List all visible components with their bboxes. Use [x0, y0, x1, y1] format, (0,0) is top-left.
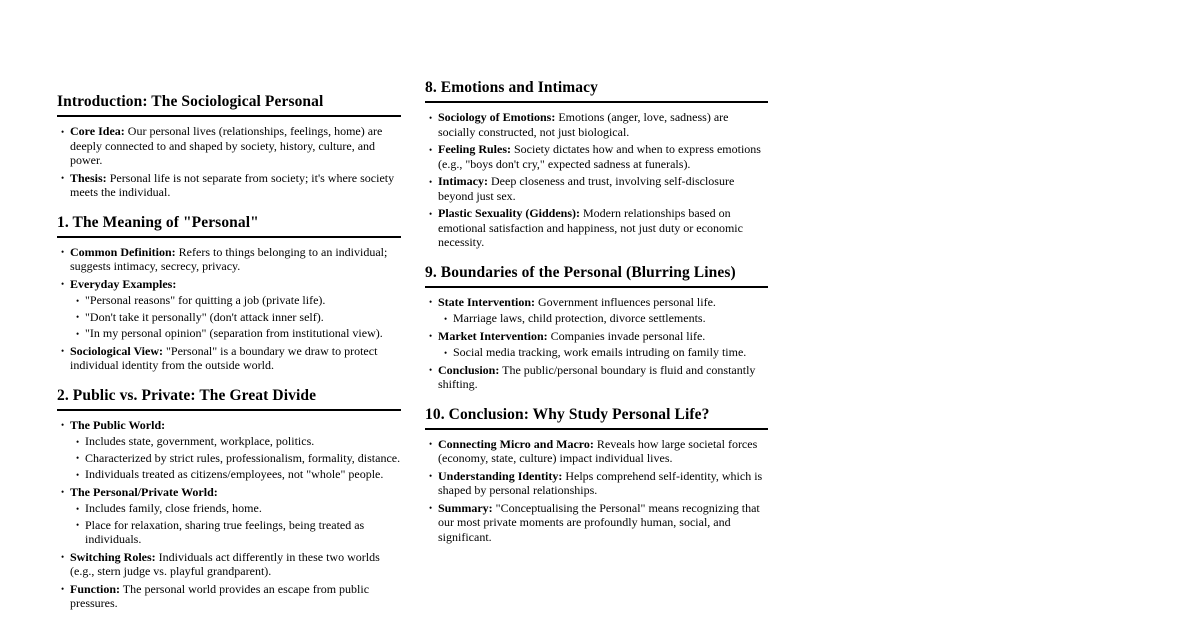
section-heading: 2. Public vs. Private: The Great Divide	[57, 386, 401, 411]
bullet-list	[57, 418, 401, 611]
list-item	[429, 328, 768, 360]
item-text: Modern relationships based on emotional satisfaction and happiness, not just duty or economic necessity.	[438, 206, 743, 249]
item-text: Emotions (anger, love, sadness) are socially constructed, not just biological.	[438, 110, 729, 139]
item-label: Thesis:	[70, 170, 107, 185]
bullet-icon: •	[61, 420, 65, 430]
sub-list-item	[76, 517, 401, 547]
bullet-icon: •	[61, 247, 65, 257]
list-item	[61, 581, 401, 611]
sub-list-item	[76, 501, 401, 516]
sub-list-item	[76, 467, 401, 482]
bullet-icon: •	[444, 313, 448, 324]
bullet-icon: •	[429, 471, 433, 481]
item-label: Plastic Sexuality (Giddens):	[438, 206, 581, 220]
bullet-icon: •	[61, 346, 65, 356]
sub-list-item	[444, 345, 768, 360]
bullet-list	[57, 124, 401, 200]
section	[57, 386, 401, 611]
item-label: Feeling Rules:	[438, 142, 511, 156]
bullet-icon: •	[429, 144, 433, 155]
bullet-icon: •	[76, 328, 80, 339]
item-text: "Conceptualising the Personal" means recognizing that our most private moments are profoundly human, social, and significant.	[438, 500, 760, 544]
section	[57, 213, 401, 373]
bullet-icon: •	[61, 173, 65, 183]
item-label: Summary:	[438, 500, 493, 515]
sub-item-text: Includes state, government, workplace, politics.	[85, 434, 315, 448]
sub-bullet-list	[70, 293, 401, 341]
list-item	[61, 549, 401, 579]
bullet-icon: •	[429, 503, 433, 513]
section-heading: 9. Boundaries of the Personal (Blurring Lines)	[425, 263, 768, 288]
item-label: Conclusion:	[438, 362, 500, 377]
bullet-icon: •	[61, 584, 65, 594]
item-label: The Personal/Private World:	[70, 484, 218, 499]
sub-bullet-list	[70, 501, 401, 547]
sub-bullet-list	[438, 311, 768, 326]
bullet-icon: •	[76, 503, 80, 514]
list-item	[429, 142, 768, 171]
bullet-icon: •	[61, 126, 65, 137]
list-item	[61, 170, 401, 200]
sub-list-item	[76, 309, 401, 325]
item-label: State Intervention:	[438, 294, 535, 309]
sub-list-item	[76, 293, 401, 308]
section-heading: Introduction: The Sociological Personal	[57, 92, 401, 117]
item-text: The personal world provides an escape from public pressures.	[70, 581, 370, 610]
list-item	[61, 244, 401, 274]
item-text: Personal life is not separate from society; it's where society meets the individual.	[70, 170, 395, 199]
bullet-icon: •	[61, 552, 65, 562]
bullet-icon: •	[429, 112, 433, 123]
item-label: Sociological View:	[70, 343, 163, 358]
sub-item-text: Marriage laws, child protection, divorce settlements.	[453, 311, 706, 325]
list-item	[61, 417, 401, 482]
list-item	[429, 174, 768, 203]
list-item	[61, 343, 401, 373]
item-text: The public/personal boundary is fluid and constantly shifting.	[438, 362, 756, 391]
list-item	[429, 206, 768, 250]
bullet-icon: •	[76, 520, 80, 530]
item-text: Companies invade personal life.	[547, 328, 706, 343]
sub-item-text: Characterized by strict rules, professionalism, formality, distance.	[85, 450, 401, 465]
list-item	[61, 124, 401, 168]
sub-bullet-list	[438, 345, 768, 360]
bullet-icon: •	[429, 208, 433, 219]
bullet-icon: •	[429, 331, 433, 341]
sub-item-text: Social media tracking, work emails intruding on family time.	[453, 345, 747, 359]
bullet-icon: •	[61, 487, 65, 497]
item-label: Market Intervention:	[438, 328, 548, 343]
item-label: Intimacy:	[438, 174, 488, 188]
list-item	[429, 294, 768, 326]
section-heading: 8. Emotions and Intimacy	[425, 78, 768, 103]
item-text: Deep closeness and trust, involving self-disclosure beyond just sex.	[438, 174, 735, 203]
item-text: "Personal" is a boundary we draw to protect individual identity from the outside world.	[70, 343, 378, 372]
sub-list-item	[444, 311, 768, 326]
right-column	[425, 78, 768, 547]
bullet-icon: •	[429, 297, 433, 307]
sub-list-item	[76, 434, 401, 449]
item-text: Reveals how large societal forces (economy, state, culture) impact individual lives.	[438, 436, 758, 465]
item-label: Everyday Examples:	[70, 276, 177, 291]
item-label: Sociology of Emotions:	[438, 110, 556, 124]
list-item	[429, 468, 768, 498]
sub-item-text: Includes family, close friends, home.	[85, 501, 262, 515]
bullet-list	[57, 245, 401, 373]
item-text: Our personal lives (relationships, feelings, home) are deeply connected to and shaped by society, history, culture, and power.	[70, 124, 383, 167]
item-text: Government influences personal life.	[534, 294, 716, 309]
item-label: Switching Roles:	[70, 549, 156, 564]
item-label: Common Definition:	[70, 244, 176, 259]
bullet-icon: •	[76, 469, 80, 480]
left-column	[57, 92, 401, 614]
sub-item-text: Individuals treated as citizens/employees, not "whole" people.	[85, 467, 384, 481]
list-item	[429, 110, 768, 139]
item-text: Individuals act differently in these two worlds (e.g., stern judge vs. playful grandparent).	[70, 549, 380, 578]
bullet-icon: •	[429, 439, 433, 449]
item-text: Helps comprehend self-identity, which is shaped by personal relationships.	[438, 468, 763, 497]
bullet-list	[425, 295, 768, 392]
list-item	[429, 500, 768, 545]
sub-bullet-list	[70, 434, 401, 482]
section	[425, 263, 768, 392]
bullet-icon: •	[76, 295, 80, 306]
list-item	[429, 362, 768, 392]
sub-item-text: "Personal reasons" for quitting a job (private life).	[85, 293, 326, 307]
bullet-list	[425, 110, 768, 250]
sub-item-text: Place for relaxation, sharing true feelings, being treated as individuals.	[85, 517, 365, 546]
bullet-icon: •	[444, 347, 448, 358]
list-item	[429, 436, 768, 466]
bullet-icon: •	[429, 176, 433, 187]
item-label: Connecting Micro and Macro:	[438, 436, 594, 451]
list-item	[61, 484, 401, 547]
section	[425, 405, 768, 545]
section-heading: 10. Conclusion: Why Study Personal Life?	[425, 405, 768, 430]
item-text: Refers to things belonging to an individual; suggests intimacy, secrecy, privacy.	[70, 244, 388, 273]
bullet-icon: •	[76, 436, 80, 447]
bullet-icon: •	[429, 365, 433, 375]
sub-item-text: "In my personal opinion" (separation from institutional view).	[85, 326, 383, 340]
item-label: Core Idea:	[70, 124, 125, 138]
sub-list-item	[76, 450, 401, 466]
sub-item-text: "Don't take it personally" (don't attack inner self).	[85, 309, 324, 324]
item-label: The Public World:	[70, 417, 166, 432]
bullet-list	[425, 437, 768, 545]
list-item	[61, 276, 401, 341]
section	[425, 78, 768, 250]
item-text: Society dictates how and when to express emotions (e.g., "boys don't cry," expected sadness at funerals).	[438, 142, 761, 171]
item-label: Understanding Identity:	[438, 468, 563, 483]
bullet-icon: •	[61, 279, 65, 289]
bullet-icon: •	[76, 312, 80, 322]
section-heading: 1. The Meaning of "Personal"	[57, 213, 401, 238]
sub-list-item	[76, 326, 401, 341]
section	[57, 92, 401, 200]
item-label: Function:	[70, 581, 121, 596]
bullet-icon: •	[76, 453, 80, 463]
